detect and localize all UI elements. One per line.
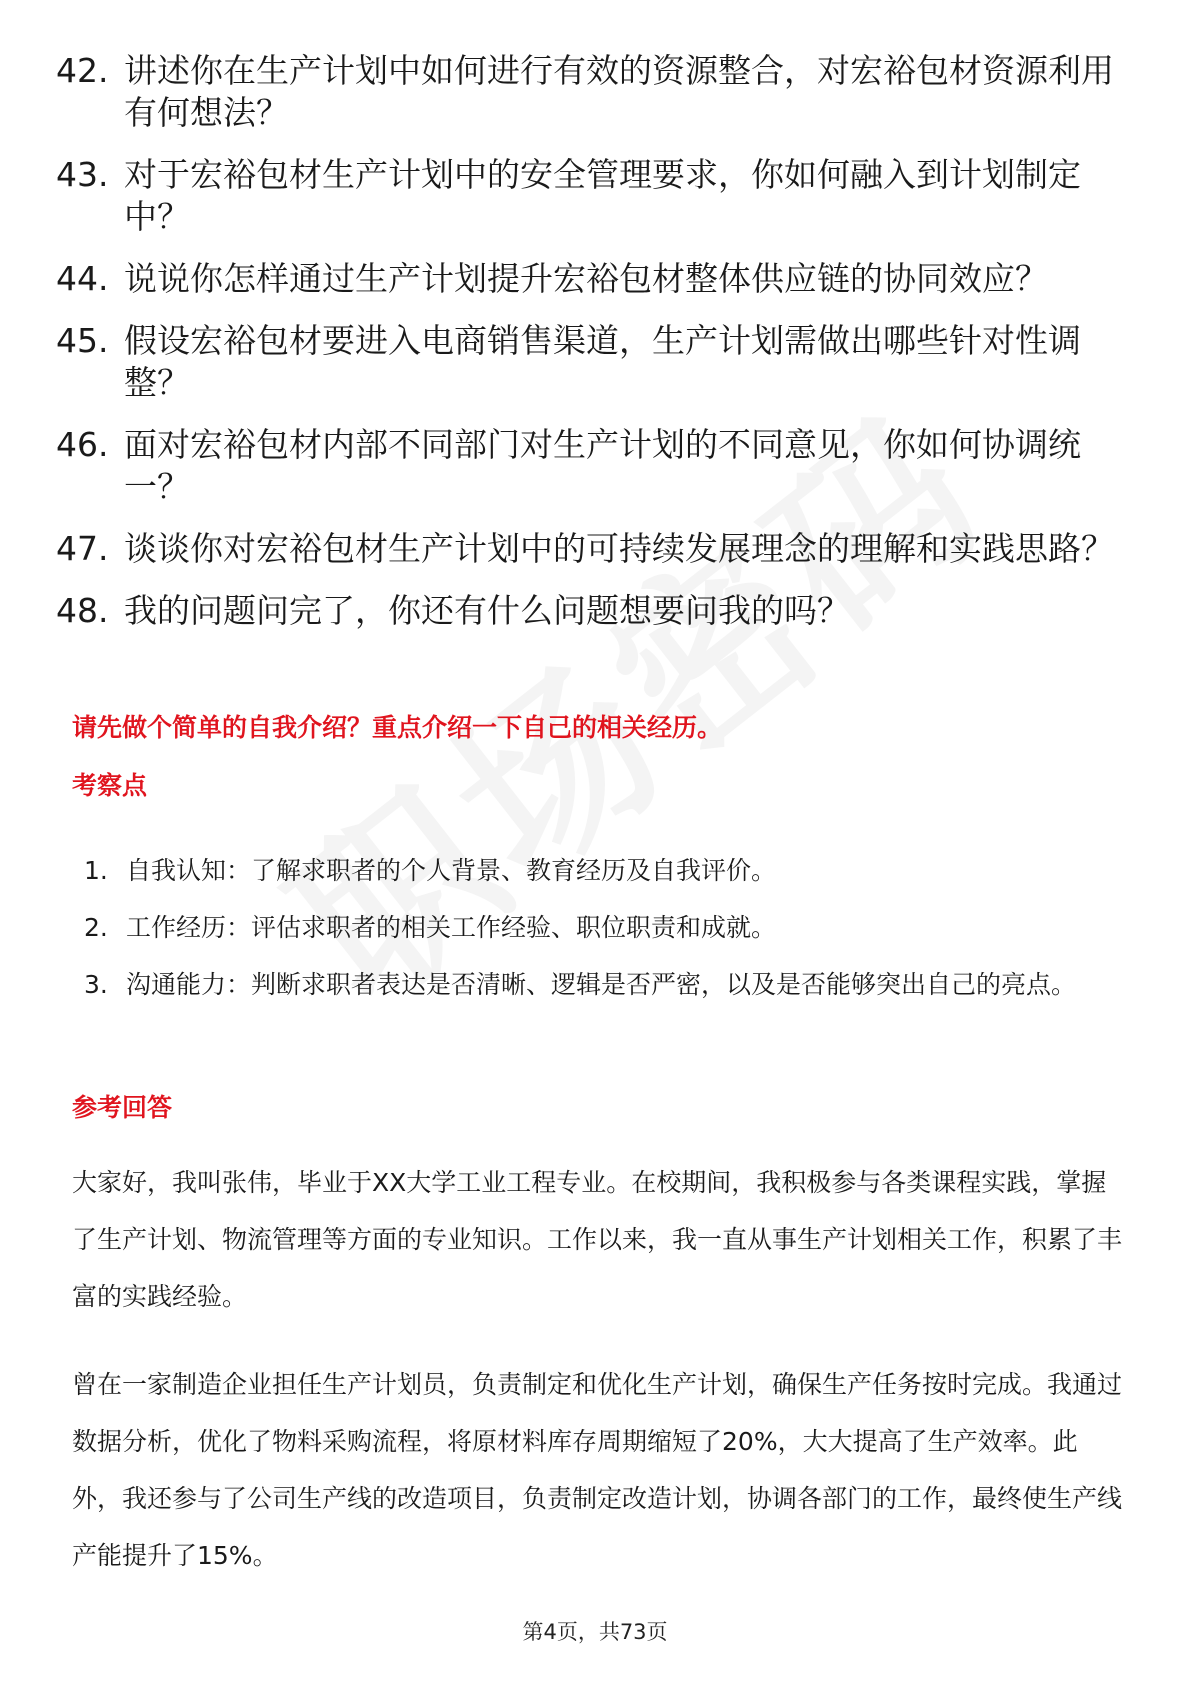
answer-paragraph: 大家好，我叫张伟，毕业于XX大学工业工程专业。在校期间，我积极参与各类课程实践，掌握了生产计划、物流管理等方面的专业知识。工作以来，我一直从事生产计划相关工作，积累了丰富的实践经验。 [72,1168,1123,1311]
page-number: 第4页，共73页 [522,1620,668,1644]
focus-heading: 考察点 [72,771,148,800]
point-text: 工作经历：评估求职者的相关工作经验、职位职责和成就。 [126,913,777,942]
list-item [56,258,1136,300]
list-item [56,50,1136,134]
question-text: 面对宏裕包材内部不同部门对生产计划的不同意见，你如何协调统一？ [124,425,1081,506]
list-item [56,424,1136,508]
question-number: 46. [56,425,109,464]
question-number: 44. [56,259,109,298]
question-number: 42. [56,51,109,90]
answer-paragraph: 曾在一家制造企业担任生产计划员，负责制定和优化生产计划，确保生产任务按时完成。我通过数据分析，优化了物料采购流程，将原材料库存周期缩短了20%，大大提高了生产效率。此外，我还参与了公司生产线的改造项目，负责制定改造计划，协调各部门的工作，最终使生产线产能提升了15%。 [72,1370,1123,1570]
question-list [56,50,1136,652]
question-number: 43. [56,155,109,194]
list-item [56,154,1136,238]
section-title: 请先做个简单的自我介绍？重点介绍一下自己的相关经历。 [72,713,723,742]
point-number: 3. [84,970,108,999]
list-item [56,320,1136,404]
focus-point-list [84,842,1124,1013]
question-number: 45. [56,321,109,360]
question-text: 讲述你在生产计划中如何进行有效的资源整合，对宏裕包材资源利用有何想法？ [124,51,1114,132]
answer-heading: 参考回答 [72,1093,173,1122]
point-number: 2. [84,913,108,942]
list-item [56,590,1136,632]
question-number: 47. [56,529,109,568]
question-text: 假设宏裕包材要进入电商销售渠道，生产计划需做出哪些针对性调整？ [124,321,1081,402]
list-item [84,956,1124,1013]
list-item [84,842,1124,899]
point-text: 沟通能力：判断求职者表达是否清晰、逻辑是否严密，以及是否能够突出自己的亮点。 [126,970,1077,999]
point-number: 1. [84,856,108,885]
list-item [56,528,1136,570]
point-text: 自我认知：了解求职者的个人背景、教育经历及自我评价。 [126,856,777,885]
question-number: 48. [56,591,109,630]
list-item [84,899,1124,956]
question-text: 我的问题问完了，你还有什么问题想要问我的吗？ [124,591,850,630]
question-text: 谈谈你对宏裕包材生产计划中的可持续发展理念的理解和实践思路？ [124,529,1114,568]
question-text: 对于宏裕包材生产计划中的安全管理要求，你如何融入到计划制定中？ [124,155,1081,236]
question-text: 说说你怎样通过生产计划提升宏裕包材整体供应链的协同效应？ [124,259,1048,298]
